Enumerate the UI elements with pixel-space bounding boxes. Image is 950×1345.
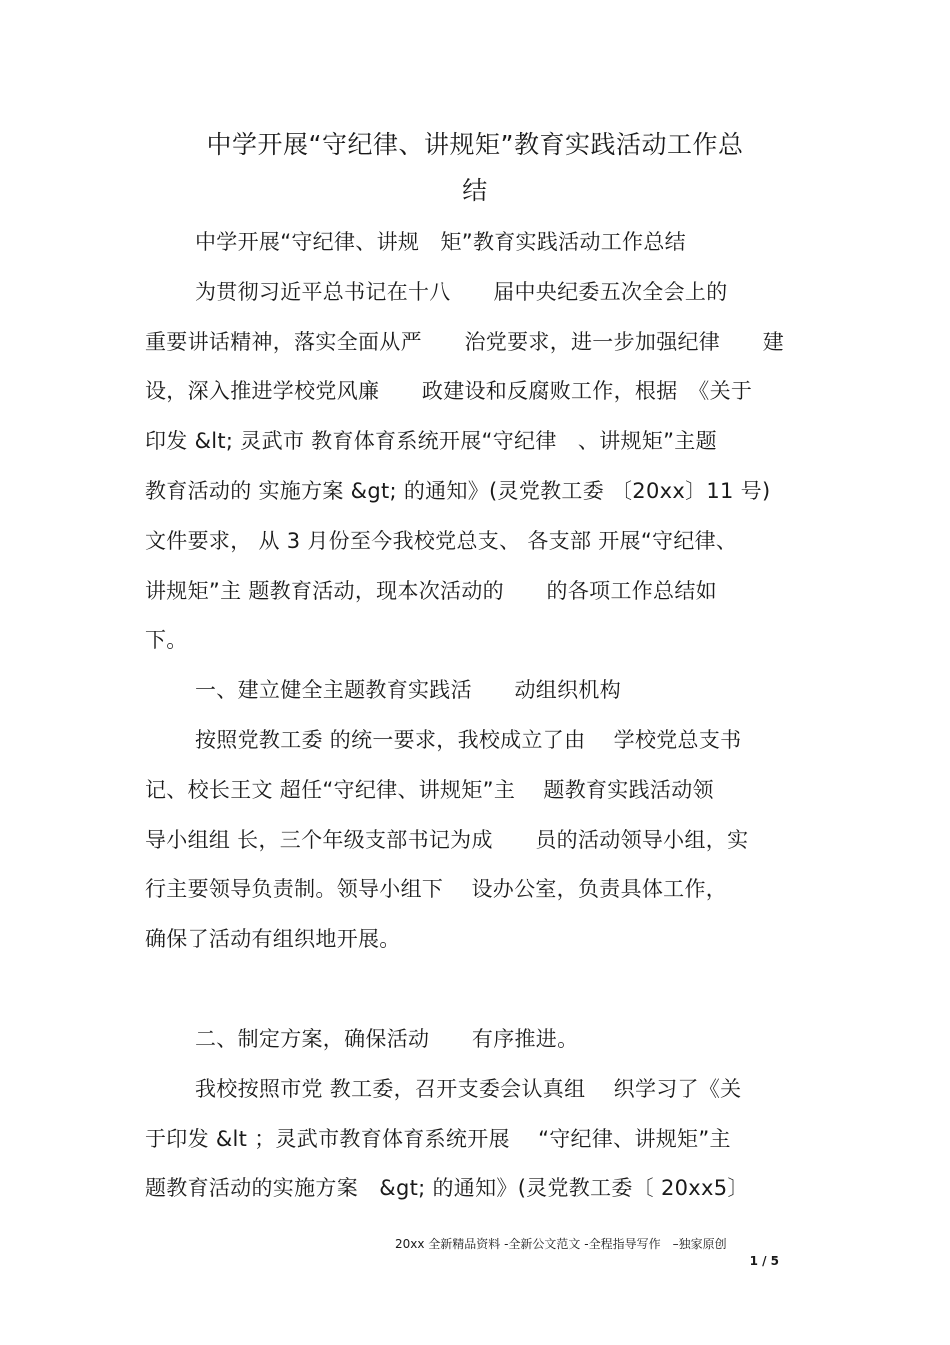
paragraph-3-line: 题教育活动的实施方案 &gt; 的通知》(灵党教工委〔 20xx5〕 bbox=[145, 1176, 749, 1201]
footer-text: 20xx 全新精品资料 -全新公文范文 -全程指导写作 –独家原创 bbox=[395, 1237, 727, 1251]
page-number: 1 / 5 bbox=[749, 1254, 779, 1268]
subtitle: 中学开展“守纪律、讲规 矩”教育实践活动工作总结 bbox=[195, 230, 686, 254]
section-heading-1: 一、建立健全主题教育实践活 动组织机构 bbox=[195, 678, 621, 703]
paragraph-1-line: 设，深入推进学校党风廉 政建设和反腐败工作，根据 《关于 bbox=[145, 379, 753, 404]
paragraph-2-line: 确保了活动有组织地开展。 bbox=[145, 927, 401, 952]
paragraph-2-line: 按照党教工委 的统一要求，我校成立了由 学校党总支书 bbox=[195, 727, 742, 752]
paragraph-1-line: 教育活动的 实施方案 &gt; 的通知》(灵党教工委 〔20xx〕11 号) bbox=[145, 478, 771, 503]
paragraph-1-line: 讲规矩”主 题教育活动，现本次活动的 的各项工作总结如 bbox=[145, 578, 717, 603]
paragraph-2-line: 行主要领导负责制。领导小组下 设办公室，负责具体工作， bbox=[145, 877, 728, 902]
paragraph-1-line: 文件要求， 从 3 月份至今我校党总支、 各支部 开展“守纪律、 bbox=[145, 528, 738, 553]
paragraph-1-line: 重要讲话精神，落实全面从严 治党要求，进一步加强纪律 建 bbox=[145, 329, 784, 354]
paragraph-1-line: 印发 &lt; 灵武市 教育体育系统开展“守纪律 、讲规矩”主题 bbox=[145, 429, 717, 454]
document-title bbox=[0, 122, 950, 214]
paragraph-gap bbox=[145, 965, 815, 1015]
title-line-1: 中学开展“守纪律、讲规矩”教育实践活动工作总 bbox=[206, 130, 744, 159]
section-heading-2: 二、制定方案，确保活动 有序推进。 bbox=[195, 1026, 579, 1051]
paragraph-2-line: 记、校长王文 超任“守纪律、讲规矩”主 题教育实践活动领 bbox=[145, 777, 714, 802]
title-line-2: 结 bbox=[462, 176, 488, 205]
paragraph-3-line: 我校按照市党 教工委，召开支委会认真组 织学习了《关 bbox=[195, 1076, 742, 1101]
paragraph-1-line: 下。 bbox=[145, 628, 188, 653]
paragraph-1-line: 为贯彻习近平总书记在十八 届中央纪委五次全会上的 bbox=[195, 279, 728, 304]
paragraph-2-line: 导小组组 长，三个年级支部书记为成 员的活动领导小组，实 bbox=[145, 827, 749, 852]
paragraph-3-line: 于印发 &lt ；灵武市教育体育系统开展 “守纪律、讲规矩”主 bbox=[145, 1126, 731, 1151]
document-body bbox=[145, 218, 815, 1214]
